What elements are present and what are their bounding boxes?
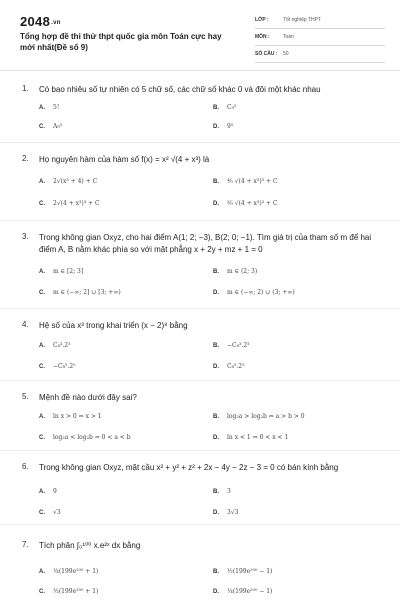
option-b[interactable]	[213, 488, 231, 495]
option-d[interactable]	[213, 588, 272, 595]
option-value: m ∈ (2; 3)	[227, 268, 258, 275]
option-label: B.	[213, 489, 219, 495]
document-title: Tổng hợp đề thi thử thpt quốc gia môn Toán cực hay mới nhất(Đề số 9)	[20, 32, 222, 52]
option-value: −C₈³.2³	[227, 342, 250, 349]
option-label: A.	[39, 179, 45, 185]
option-value: √3	[53, 509, 61, 516]
option-c[interactable]	[39, 363, 76, 370]
question-number: 4.	[22, 320, 29, 329]
option-label: A.	[39, 489, 45, 495]
meta-value: 50	[283, 51, 289, 57]
option-label: A.	[39, 414, 45, 420]
option-label: B.	[213, 269, 219, 275]
option-b[interactable]	[213, 178, 278, 185]
option-label: D.	[213, 364, 219, 370]
option-label: C.	[39, 435, 45, 441]
option-a[interactable]	[39, 268, 83, 275]
question-3	[0, 226, 400, 309]
question-text: Trong không gian Oxyz, mặt cầu x² + y² + z² + 2x − 4y − 2z − 3 = 0 có bán kính bằng	[39, 463, 339, 472]
option-value: ⁴⁄₉ √(4 + x³)³ + C	[227, 178, 278, 185]
option-label: A.	[39, 269, 45, 275]
option-d[interactable]	[213, 363, 245, 370]
option-value: ½(199e²⁰⁰ − 1)	[227, 568, 273, 575]
option-c[interactable]	[39, 434, 131, 441]
meta-key: LỚP :	[255, 17, 269, 23]
option-d[interactable]	[213, 434, 288, 441]
option-d[interactable]	[213, 123, 233, 130]
question-text: Họ nguyên hàm của hàm số f(x) = x² √(4 + x³) là	[39, 155, 210, 164]
option-label: A.	[39, 105, 45, 111]
meta-row-count	[255, 48, 385, 63]
option-label: D.	[213, 290, 219, 296]
site-logo[interactable]	[20, 14, 61, 29]
option-c[interactable]	[39, 200, 100, 207]
option-a[interactable]	[39, 342, 71, 349]
option-a[interactable]	[39, 413, 102, 420]
option-value: ½(199e²⁰⁰ + 1)	[53, 588, 99, 595]
question-4	[0, 314, 400, 381]
question-text: Hệ số của x³ trong khai triển (x − 2)⁸ bằng	[39, 321, 188, 330]
document-header	[0, 0, 400, 68]
option-a[interactable]	[39, 178, 97, 185]
option-value: 3	[227, 488, 231, 495]
option-label: B.	[213, 105, 219, 111]
question-5	[0, 386, 400, 451]
option-d[interactable]	[213, 200, 278, 207]
option-label: C.	[39, 124, 45, 130]
option-label: D.	[213, 589, 219, 595]
question-number: 6.	[22, 462, 29, 471]
option-label: D.	[213, 201, 219, 207]
option-value: ¼(199e²⁰⁰ − 1)	[227, 588, 273, 595]
option-value: −C₈⁵.2⁵	[53, 363, 76, 370]
option-value: ²⁄₉ √(4 + x³)³ + C	[227, 200, 278, 207]
question-7	[0, 530, 400, 600]
option-label: D.	[213, 124, 219, 130]
option-value: m ∈ (−∞; 2] ∪ [3; +∞)	[53, 289, 121, 296]
option-label: C.	[39, 201, 45, 207]
meta-value: Tốt nghiệp THPT	[283, 17, 321, 23]
option-d[interactable]	[213, 509, 238, 516]
option-label: B.	[213, 179, 219, 185]
logo-text: 2048	[20, 14, 51, 29]
option-value: 5!	[53, 104, 60, 111]
option-value: m ∈ [2; 3]	[53, 268, 84, 275]
question-number: 2.	[22, 154, 29, 163]
meta-row-class	[255, 14, 385, 29]
option-value: m ∈ (−∞; 2) ∪ (3; +∞)	[227, 289, 295, 296]
option-label: B.	[213, 343, 219, 349]
option-b[interactable]	[213, 104, 236, 111]
meta-key: SỐ CÂU :	[255, 51, 278, 57]
option-b[interactable]	[213, 268, 257, 275]
question-number: 5.	[22, 392, 29, 401]
option-value: log₂a > log₂b ⇔ a > b > 0	[227, 413, 305, 420]
question-text: Tích phân ∫₀¹⁰⁰ x.e²ˣ dx bằng	[39, 541, 141, 550]
option-a[interactable]	[39, 568, 98, 575]
question-number: 3.	[22, 232, 29, 241]
option-label: C.	[39, 510, 45, 516]
option-label: B.	[213, 569, 219, 575]
option-label: C.	[39, 589, 45, 595]
option-value: C₈³.2³	[53, 342, 71, 349]
question-number: 1.	[22, 84, 29, 93]
option-value: log₂a < log₂b ⇔ 0 < a < b	[53, 434, 131, 441]
meta-row-subject	[255, 31, 385, 46]
option-c[interactable]	[39, 588, 98, 595]
question-text: Trong không gian Oxyz, cho hai điểm A(1; 2; −3), B(2; 0; −1). Tìm giá trị của tham số m để hai điểm A, B nằm khác phía so với mặt phẳng x + 2y + mz + 1 = 0	[39, 233, 372, 254]
option-c[interactable]	[39, 289, 121, 296]
option-a[interactable]	[39, 104, 59, 111]
meta-key: MÔN :	[255, 34, 270, 40]
header-divider	[0, 70, 400, 71]
option-value: A₉⁵	[53, 123, 63, 130]
question-1	[0, 78, 400, 143]
question-text: Mệnh đề nào dưới đây sai?	[39, 393, 137, 402]
logo-suffix: .vn	[51, 19, 61, 26]
option-b[interactable]	[213, 342, 250, 349]
option-d[interactable]	[213, 289, 295, 296]
meta-value: Toán	[283, 34, 294, 40]
option-label: A.	[39, 343, 45, 349]
option-label: A.	[39, 569, 45, 575]
option-value: ln x < 1 ⇔ 0 < x < 1	[227, 434, 289, 441]
document-meta	[255, 14, 385, 65]
option-value: 9	[53, 488, 57, 495]
option-c[interactable]	[39, 509, 61, 516]
option-label: C.	[39, 290, 45, 296]
option-value: ln x > 0 ⇔ x > 1	[53, 413, 102, 420]
option-b[interactable]	[213, 568, 272, 575]
option-label: B.	[213, 414, 219, 420]
option-label: D.	[213, 435, 219, 441]
option-value: 2√(x³ + 4) + C	[53, 178, 98, 185]
option-value: 9⁵	[227, 123, 234, 130]
option-label: D.	[213, 510, 219, 516]
option-a[interactable]	[39, 488, 57, 495]
question-2	[0, 148, 400, 221]
question-number: 7.	[22, 540, 29, 549]
option-value: 2√(4 + x³)³ + C	[53, 200, 100, 207]
question-text: Có bao nhiêu số tự nhiên có 5 chữ số, các chữ số khác 0 và đôi một khác nhau	[39, 85, 321, 94]
option-value: C₉⁵	[227, 104, 237, 111]
option-value: ¼(199e²⁰⁰ + 1)	[53, 568, 99, 575]
option-c[interactable]	[39, 123, 62, 130]
option-b[interactable]	[213, 413, 305, 420]
option-label: C.	[39, 364, 45, 370]
question-6	[0, 456, 400, 525]
option-value: 3√3	[227, 509, 239, 516]
option-value: C₈⁵.2⁵	[227, 363, 245, 370]
